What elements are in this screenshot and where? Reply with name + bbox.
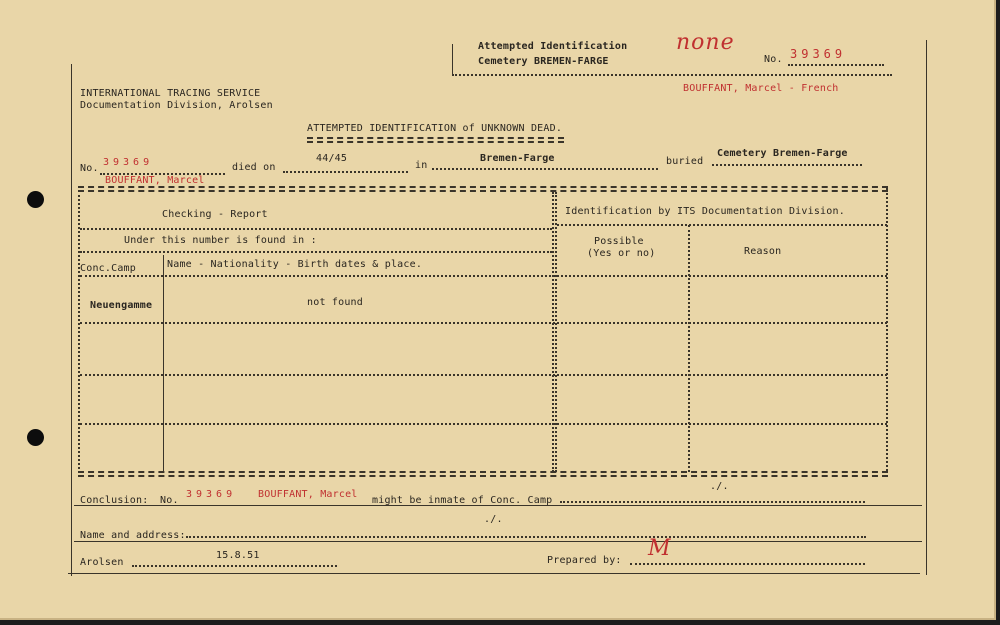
footer-date: 15.8.51	[216, 550, 260, 561]
col-camp-header: Conc.Camp	[80, 263, 136, 274]
row1-name: not found	[307, 297, 363, 308]
subheader-separator	[80, 251, 552, 253]
conclusion-no-label: No.	[160, 495, 179, 506]
buried-dotline	[712, 164, 862, 166]
handwritten-note: none	[676, 30, 735, 55]
conclusion-value: ./.	[710, 481, 729, 492]
table-top-border	[78, 186, 888, 192]
footer-rule	[68, 573, 920, 574]
ident-header: Identification by ITS Documentation Division.	[565, 206, 845, 217]
header-line-2: Cemetery BREMEN-FARGE	[478, 56, 609, 67]
table-bottom-border	[78, 471, 888, 477]
died-value: 44/45	[316, 153, 348, 164]
conclusion-label: Conclusion:	[80, 495, 149, 506]
possible-line-1: Possible	[594, 236, 644, 247]
conclusion-name: BOUFFANT, Marcel	[258, 489, 358, 500]
org-line-2: Documentation Division, Arolsen	[80, 100, 273, 111]
name-sub: BOUFFANT, Marcel	[105, 175, 205, 186]
table-right-border	[886, 188, 888, 471]
possible-line-2: (Yes or no)	[587, 248, 656, 259]
under-number: Under this number is found in :	[124, 235, 317, 246]
address-label: Name and address:	[80, 530, 186, 541]
org-line-1: INTERNATIONAL TRACING SERVICE	[80, 88, 261, 99]
table-divider-main-2	[555, 192, 557, 472]
footer-place: Arolsen	[80, 557, 124, 568]
header-no-label: No.	[764, 54, 783, 65]
buried-value: Cemetery Bremen-Farge	[717, 148, 848, 159]
in-dotline	[432, 168, 658, 170]
checking-report: Checking - Report	[162, 209, 268, 220]
conclusion-rule	[74, 505, 922, 506]
table-divider-camp	[163, 255, 164, 473]
col-name-header: Name - Nationality - Birth dates & place.	[167, 259, 423, 270]
address-value: ./.	[484, 514, 503, 525]
conclusion-dotline	[560, 501, 865, 503]
header-box-left-border	[452, 44, 453, 76]
in-label: in	[415, 160, 428, 171]
punch-hole-bottom	[27, 429, 44, 446]
column-header-separator	[80, 275, 887, 277]
reason-header: Reason	[744, 246, 782, 257]
buried-label: buried	[666, 156, 704, 167]
form-title: ATTEMPTED IDENTIFICATION of UNKNOWN DEAD.	[307, 123, 563, 134]
header-no-dotline	[788, 64, 884, 66]
no-label: No.	[80, 163, 99, 174]
header-separator-left	[80, 228, 552, 230]
prepared-mark: M	[648, 536, 671, 561]
row-separator-3	[80, 423, 887, 425]
prepared-label: Prepared by:	[547, 555, 622, 566]
died-dotline	[283, 171, 408, 173]
address-dotline	[186, 536, 866, 538]
header-box-bottom-border	[452, 74, 892, 76]
header-no-value: 39369	[790, 47, 847, 61]
conclusion-no-value: 39369	[186, 489, 237, 500]
table-divider-reason	[688, 225, 690, 472]
card-frame-left	[71, 64, 72, 576]
died-label: died on	[232, 162, 276, 173]
header-separator-right	[557, 224, 887, 226]
no-value: 39369	[103, 157, 154, 168]
footer-date-dotline	[132, 565, 337, 567]
conclusion-text: might be inmate of Conc. Camp	[372, 495, 553, 506]
row1-camp: Neuengamme	[90, 300, 153, 311]
row-separator-1	[80, 322, 887, 324]
table-divider-main	[552, 192, 554, 472]
card-frame-right	[926, 40, 927, 575]
address-rule	[74, 541, 922, 542]
prepared-dotline	[630, 563, 865, 565]
header-line-1: Attempted Identification	[478, 41, 628, 52]
form-title-underline	[307, 137, 564, 143]
table-left-border	[78, 190, 80, 473]
name-nationality-top: BOUFFANT, Marcel - French	[683, 83, 839, 94]
punch-hole-top	[27, 191, 44, 208]
row-separator-2	[80, 374, 887, 376]
in-value: Bremen-Farge	[480, 153, 555, 164]
